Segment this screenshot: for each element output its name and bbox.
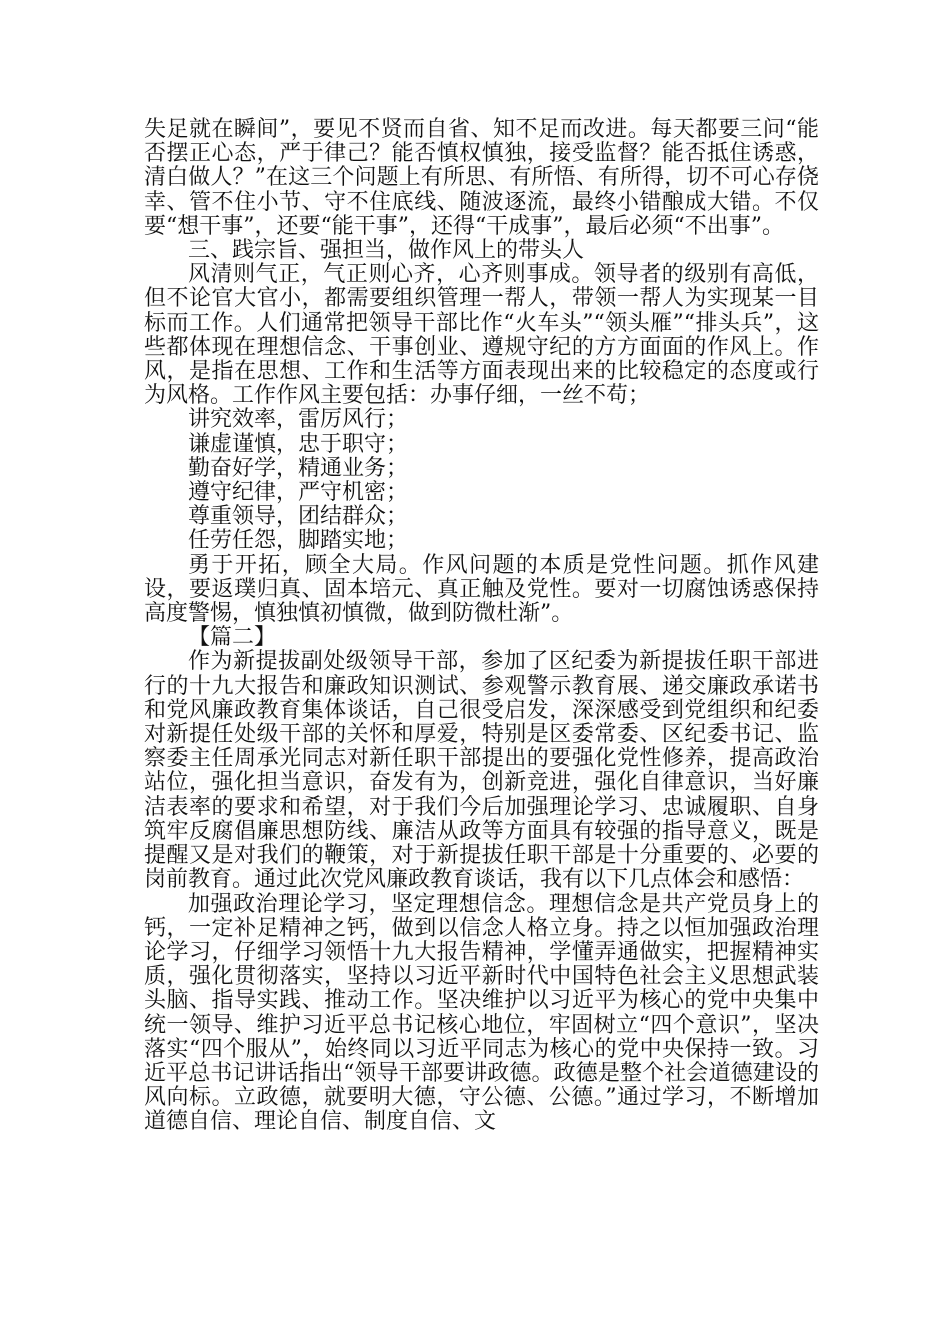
paragraph-style-conclusion: 勇于开拓，顾全大局。作风问题的本质是党性问题。抓作风建设，要返璞归真、固本培元、真正触及党性。要对一切腐蚀诱惑保持高度警惕，慎独慎初慎微，做到防微杜渐”。: [144, 552, 819, 627]
document-page: [144, 118, 819, 1135]
list-item-respect: 尊重领导，团结群众；: [188, 504, 409, 530]
paragraph-continuation: 失足就在瞬间”，要见不贤而自省、知不足而改进。每天都要三问“能否摆正心态，严于律己？能否慎权慎独，接受监督？能否抵住诱惑，清白做人？”在这三个问题上有所思、有所悟、有所得，切不可心存侥幸、管不住小节、守不住底线、随波逐流，最终小错酿成大错。不仅要“想干事”，还要“能干事”，还得“干成事”，最后必须“不出事”。: [144, 117, 819, 239]
paragraph-style-intro: 风清则气正，气正则心齐，心齐则事成。领导者的级别有高低，但不论官大官小，都需要组织管理一帮人，带领一帮人为实现某一目标而工作。人们通常把领导干部比作“火车头”“领头雁”“排头兵”，这些都体现在理想信念、干事创业、遵规守纪的方方面面的作风上。作风，是指在思想、工作和生活等方面表现出来的比较稳定的态度或行为风格。工作作风主要包括：办事仔细，一丝不苟；: [144, 262, 819, 409]
list-item-hardwork: 任劳任怨，脚踏实地；: [188, 528, 409, 554]
list-item-discipline: 遵守纪律，严守机密；: [188, 480, 409, 506]
paragraph-part-two-intro: 作为新提拔副处级领导干部，参加了区纪委为新提拔任职干部进行的十九大报告和廉政知识测试、参观警示教育展、递交廉政承诺书和党风廉政教育集体谈话，自己很受启发，深深感受到党组织和纪委对新提任处级干部的关怀和厚爱，特别是区委常委、区纪委书记、监察委主任周承光同志对新任职干部提出的要强化党性修养，提高政治站位，强化担当意识，奋发有为，创新竞进，强化自律意识，当好廉洁表率的要求和希望，对于我们今后加强理论学习、忠诚履职、自身筑牢反腐倡廉思想防线、廉洁从政等方面具有较强的指导意义，既是提醒又是对我们的鞭策，对于新提拔任职干部是十分重要的、必要的岗前教育。通过此次党风廉政教育谈话，我有以下几点体会和感悟：: [144, 649, 819, 893]
list-item-modesty: 谦虚谨慎，忠于职守；: [188, 431, 409, 457]
section-heading-three: 三、践宗旨、强担当，做作风上的带头人: [188, 238, 585, 264]
list-item-diligence: 勤奋好学，精通业务；: [188, 455, 409, 481]
paragraph-political-study: 加强政治理论学习，坚定理想信念。理想信念是共产党员身上的钙，一定补足精神之钙，做到以信念人格立身。持之以恒加强政治理论学习，仔细学习领悟十九大报告精神，学懂弄通做实，把握精神实质，强化贯彻落实，坚持以习近平新时代中国特色社会主义思想武装头脑、指导实践、推动工作。坚决维护以习近平为核心的党中央集中统一领导、维护习近平总书记核心地位，牢固树立“四个意识”，坚决落实“四个服从”，始终同以习近平同志为核心的党中央保持一致。习近平总书记讲话指出“领导干部要讲政德。政德是整个社会道德建设的风向标。立政德，就要明大德，守公德、公德。”通过学习，不断增加道德自信、理论自信、制度自信、文: [144, 891, 819, 1135]
list-item-efficiency: 讲究效率，雷厉风行；: [188, 407, 409, 433]
section-heading-part-two: 【篇二】: [188, 625, 277, 651]
